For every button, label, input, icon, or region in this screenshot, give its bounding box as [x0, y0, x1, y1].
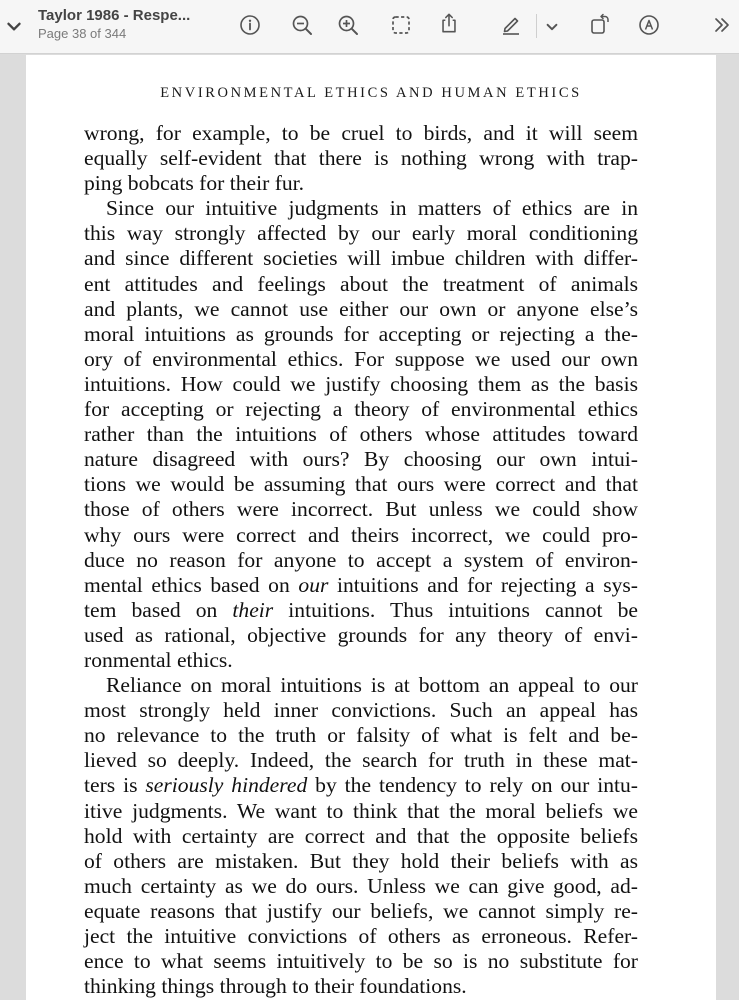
- text-span: moral intuitions as grounds for accepting or rejecting a the-: [84, 321, 638, 346]
- text-span: ent attitudes and feelings about the treatment of animals: [84, 271, 638, 296]
- text-span: much certainty as we do ours. Unless we can give good, ad-: [84, 873, 638, 898]
- text-line: [84, 673, 638, 698]
- italic-text: seriously hindered: [145, 773, 308, 798]
- italic-text: their: [232, 597, 274, 622]
- text-line: [84, 573, 638, 598]
- text-line: [84, 648, 638, 673]
- text-span: itive judgments. We want to think that the moral beliefs we: [84, 798, 638, 823]
- text-span: mental ethics based on: [84, 572, 299, 597]
- text-line: [84, 799, 638, 824]
- text-span: intuitions. Thus intuitions cannot be: [273, 597, 638, 622]
- text-line: [84, 347, 638, 372]
- text-span: for accepting or rejecting a theory of environmental ethics: [84, 397, 638, 422]
- text-line: [84, 196, 638, 221]
- text-line: [84, 171, 638, 196]
- text-span: equally self-evident that there is nothing wrong with trap-: [84, 146, 638, 171]
- markup-options-chevron-icon[interactable]: [539, 12, 565, 42]
- share-icon[interactable]: [434, 8, 464, 38]
- text-line: [84, 623, 638, 648]
- document-title-block[interactable]: [38, 6, 218, 42]
- text-line: [84, 422, 638, 447]
- text-span: lieved so deeply. Indeed, the search for truth in these mat-: [84, 748, 638, 773]
- text-line: [84, 548, 638, 573]
- text-span: by the tendency to rely on our intu-: [307, 773, 638, 798]
- running-head: ENVIRONMENTAL ETHICS AND HUMAN ETHICS: [160, 85, 582, 101]
- text-line: [84, 698, 638, 723]
- more-tools-chevrons-icon[interactable]: [707, 10, 737, 40]
- text-line: [84, 221, 638, 246]
- text-span: equate reasons that justify our beliefs, we cannot simply re-: [84, 898, 638, 923]
- text-line: [84, 246, 638, 271]
- text-line: [84, 723, 638, 748]
- text-span: Reliance on moral intuitions is at bottom an appeal to our: [106, 673, 638, 698]
- text-line: [84, 773, 638, 798]
- text-span: ject the intuitive convictions of others as erroneous. Refer-: [84, 924, 638, 948]
- text-line: [84, 949, 638, 974]
- text-line: [84, 397, 638, 422]
- text-line: [84, 899, 638, 924]
- text-span: ping bobcats for their fur.: [84, 171, 305, 196]
- text-line: [84, 447, 638, 472]
- text-span: and plants, we cannot use either our own or anyone else’s: [84, 296, 638, 321]
- body-text: [84, 121, 638, 999]
- text-line: [84, 974, 638, 999]
- text-line: [84, 497, 638, 522]
- italic-text: our: [298, 572, 329, 597]
- text-span: intuitions and for rejecting a sys-: [328, 572, 638, 597]
- text-line: [84, 824, 638, 849]
- text-span: used as rational, objective grounds for any theory of envi-: [84, 622, 638, 647]
- zoom-in-icon[interactable]: [333, 10, 363, 40]
- text-line: [84, 472, 638, 497]
- document-title: Taylor 1986 - Respe...: [38, 7, 191, 24]
- text-line: [84, 849, 638, 874]
- text-line: [84, 924, 638, 949]
- text-line: [84, 874, 638, 899]
- text-span: duce no reason for anyone to accept a system of environ-: [84, 547, 638, 572]
- text-span: this way strongly affected by our early moral conditioning: [84, 221, 638, 246]
- document-page: [26, 55, 716, 1000]
- zoom-out-icon[interactable]: [287, 10, 317, 40]
- selection-icon[interactable]: [386, 10, 416, 40]
- info-icon[interactable]: [235, 10, 265, 40]
- text-line: [84, 523, 638, 548]
- text-span: of others are mistaken. But they hold their beliefs with as: [84, 848, 638, 873]
- text-span: hold with certainty are correct and that the opposite beliefs: [84, 823, 638, 848]
- text-span: most strongly held inner convictions. Such an appeal has: [84, 698, 638, 723]
- text-line: [84, 322, 638, 347]
- text-span: tions we would be assuming that ours were correct and that: [84, 472, 638, 497]
- text-span: ory of environmental ethics. For suppose we used our own: [84, 346, 638, 371]
- text-span: no relevance to the truth or falsity of what is felt and be-: [84, 723, 638, 748]
- text-line: [84, 121, 638, 146]
- text-span: Since our intuitive judgments in matters of ethics are in: [106, 196, 638, 221]
- text-span: tem based on: [84, 597, 233, 622]
- sidebar-toggle-chevron-icon[interactable]: [0, 11, 28, 41]
- text-line: [84, 146, 638, 171]
- rotate-icon[interactable]: [585, 9, 615, 39]
- text-span: intuitions. How could we justify choosing them as the basis: [84, 371, 638, 396]
- text-line: [84, 372, 638, 397]
- page-indicator: Page 38 of 344: [38, 26, 127, 41]
- markup-pen-icon[interactable]: [496, 9, 526, 39]
- text-span: ters is: [84, 773, 146, 798]
- toolbar-divider: [536, 14, 537, 38]
- toolbar: [0, 0, 739, 54]
- text-span: nature disagreed with ours? By choosing our own intui-: [84, 447, 638, 472]
- text-span: wrong, for example, to be cruel to birds, and it will seem: [84, 121, 638, 145]
- annotate-icon[interactable]: [634, 10, 664, 40]
- text-span: and since different societies will imbue children with differ-: [84, 246, 638, 271]
- text-span: thinking things through to their foundations.: [84, 974, 467, 999]
- text-span: those of others were incorrect. But unless we could show: [84, 497, 638, 522]
- text-line: [84, 598, 638, 623]
- text-span: ronmental ethics.: [84, 647, 233, 672]
- text-line: [84, 297, 638, 322]
- text-line: [84, 272, 638, 297]
- text-span: why ours were correct and theirs incorrect, we could pro-: [84, 522, 638, 547]
- text-line: [84, 748, 638, 773]
- text-span: rather than the intuitions of others whose attitudes toward: [84, 422, 638, 447]
- text-span: ence to what seems intuitively to be so is no substitute for: [84, 949, 638, 974]
